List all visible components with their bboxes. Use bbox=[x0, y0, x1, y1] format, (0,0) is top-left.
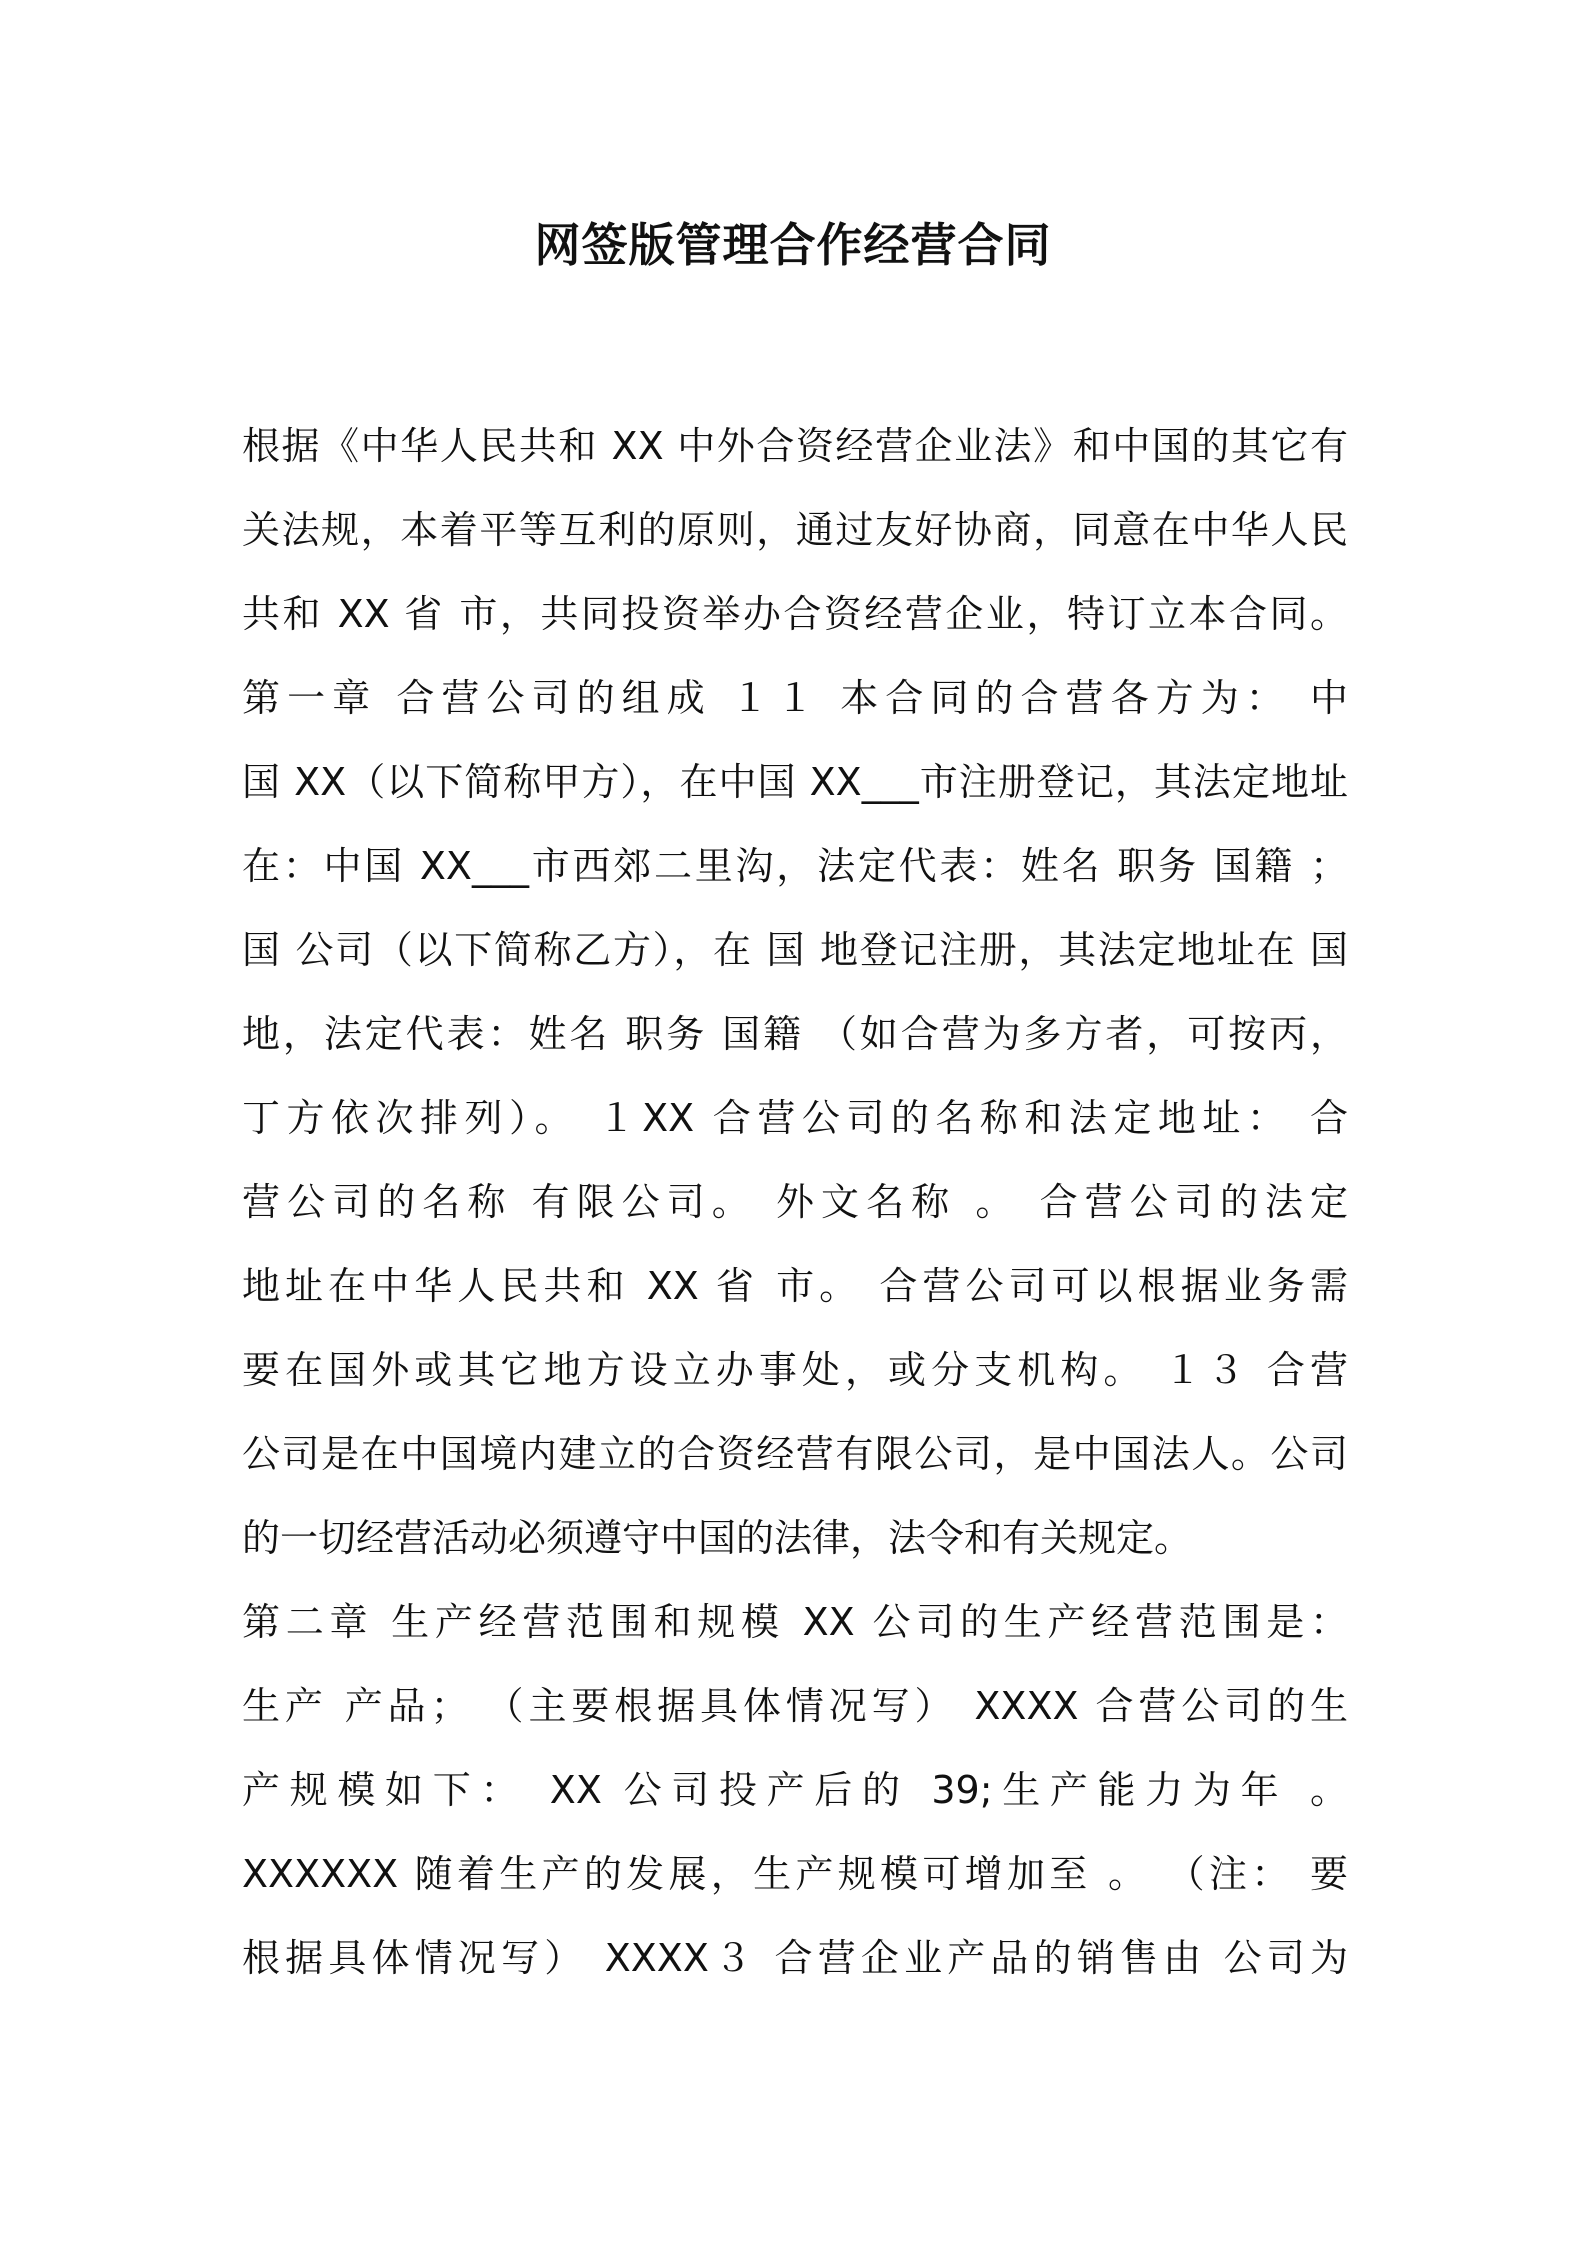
body-line: 要在国外或其它地方设立办事处，或分支机构。 １３ 合营 bbox=[242, 1348, 1348, 1392]
body-line: 地址在中华人民共和 XX 省 市。 合营公司可以根据业务需 bbox=[242, 1264, 1348, 1308]
body-line: 在：中国 XX___市西郊二里沟，法定代表：姓名 职务 国籍 ； bbox=[242, 844, 1348, 888]
body-line: 国 XX（以下简称甲方），在中国 XX___市注册登记，其法定地址 bbox=[242, 760, 1348, 804]
body-line: 地，法定代表：姓名 职务 国籍 （如合营为多方者，可按丙， bbox=[242, 1012, 1348, 1056]
body-line: 的一切经营活动必须遵守中国的法律，法令和有关规定。 bbox=[242, 1516, 1193, 1560]
body-line: 根据具体情况写） XXXX３ 合营企业产品的销售由 公司为 bbox=[242, 1936, 1348, 1980]
body-line: 国 公司（以下简称乙方），在 国 地登记注册，其法定地址在 国 bbox=[242, 928, 1348, 972]
body-line: 共和 XX 省 市，共同投资举办合资经营企业，特订立本合同。 bbox=[242, 592, 1348, 636]
body-line: 丁方依次排列）。 １XX 合营公司的名称和法定地址： 合 bbox=[242, 1096, 1348, 1140]
body-line: 营公司的名称 有限公司。 外文名称 。 合营公司的法定 bbox=[242, 1180, 1348, 1224]
body-line: 根据《中华人民共和 XX 中外合资经营企业法》和中国的其它有 bbox=[242, 424, 1348, 468]
body-line: 关法规，本着平等互利的原则，通过友好协商，同意在中华人民 bbox=[242, 508, 1348, 552]
body-line: 生产 产品； （主要根据具体情况写） XXXX 合营公司的生 bbox=[242, 1684, 1348, 1728]
body-line: 公司是在中国境内建立的合资经营有限公司，是中国法人。公司 bbox=[242, 1432, 1348, 1476]
body-line: 第一章 合营公司的组成 １１ 本合同的合营各方为： 中 bbox=[242, 676, 1348, 720]
body-line: 第二章 生产经营范围和规模 XX 公司的生产经营范围是： bbox=[242, 1600, 1348, 1644]
document-title: 网签版管理合作经营合同 bbox=[534, 218, 1052, 272]
contract-body bbox=[242, 404, 1348, 2000]
body-line: XXXXXX 随着生产的发展，生产规模可增加至 。 （注： 要 bbox=[242, 1852, 1348, 1896]
body-line: 产规模如下： XX 公司投产后的 39;生产能力为年 。 bbox=[242, 1768, 1348, 1812]
